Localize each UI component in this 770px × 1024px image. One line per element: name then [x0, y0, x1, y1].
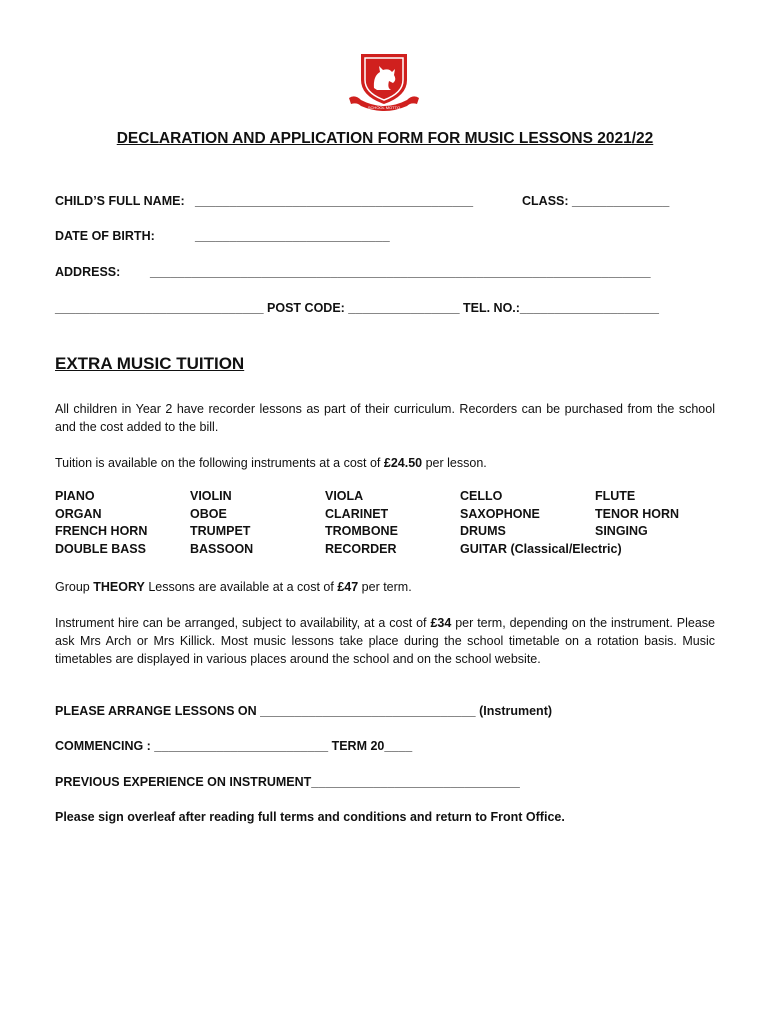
instrument-item [595, 542, 735, 558]
instrument-item: RECORDER [325, 541, 397, 556]
instrument-item: VIOLA [325, 489, 364, 503]
sign-instruction: Please sign overleaf after reading full terms and conditions and return to Front Office. [55, 810, 565, 824]
recorder-paragraph: All children in Year 2 have recorder lessons as part of their curriculum. Recorders can be purchased from the school and the cost added to the bill. [55, 402, 715, 434]
instrument-item: DOUBLE BASS [55, 541, 146, 556]
address-field[interactable]: ________________________________________________________________________ [150, 265, 651, 279]
instrument-item: DRUMS [460, 524, 506, 538]
page-title: DECLARATION AND APPLICATION FORM FOR MUSIC LESSONS 2021/22 [116, 130, 654, 147]
section-heading: EXTRA MUSIC TUITION [55, 354, 245, 373]
hire-paragraph: Instrument hire can be arranged, subject to availability, at a cost of £34 per term, depending on the instrument. Please ask Mrs Arch or Mrs Killick. Most music lessons take place during the school timetable on a rotation basis. Music timetables are displayed in various places around the school and on the school website. [55, 616, 715, 666]
commencing-line[interactable]: COMMENCING : _________________________ TERM 20____ [55, 739, 413, 753]
instrument-item: VIOLIN [190, 489, 232, 503]
instrument-item: TENOR HORN [595, 506, 680, 521]
instrument-item: CELLO [460, 489, 503, 503]
instrument-item: TROMBONE [325, 524, 398, 538]
instrument-item: SAXOPHONE [460, 506, 540, 521]
school-crest-icon [347, 50, 421, 114]
instrument-item: BASSOON [190, 541, 254, 556]
child-name-field[interactable]: ________________________________________ [195, 194, 474, 208]
postcode-tel-line[interactable]: ______________________________ POST CODE: ________________ TEL. NO.:____________________ [55, 301, 659, 315]
instrument-item: PIANO [55, 489, 95, 503]
instrument-list [55, 489, 735, 557]
instrument-item: GUITAR (Classical/Electric) [460, 541, 622, 556]
child-name-label: CHILD’S FULL NAME: [55, 194, 185, 208]
dob-field[interactable]: ____________________________ [195, 229, 390, 243]
instrument-item: ORGAN [55, 506, 102, 521]
tuition-paragraph: Tuition is available on the following instruments at a cost of £24.50 per lesson. [55, 456, 487, 470]
theory-paragraph: Group THEORY Lessons are available at a cost of £47 per term. [55, 580, 412, 594]
instrument-item: OBOE [190, 506, 227, 521]
instrument-item: SINGING [595, 524, 648, 538]
crest-motto: SCHOOL MOTTO [367, 105, 401, 110]
class-field[interactable]: CLASS: ______________ [522, 194, 670, 208]
address-label: ADDRESS: [55, 265, 121, 279]
instrument-item: TRUMPET [190, 524, 251, 538]
instrument-item: FLUTE [595, 489, 636, 503]
dob-label: DATE OF BIRTH: [55, 229, 155, 243]
instrument-item: FRENCH HORN [55, 524, 148, 538]
arrange-lessons-line[interactable]: PLEASE ARRANGE LESSONS ON _______________________________ (Instrument) [55, 704, 553, 718]
instrument-item: CLARINET [325, 506, 389, 521]
experience-line[interactable]: PREVIOUS EXPERIENCE ON INSTRUMENT______________________________ [55, 775, 520, 789]
